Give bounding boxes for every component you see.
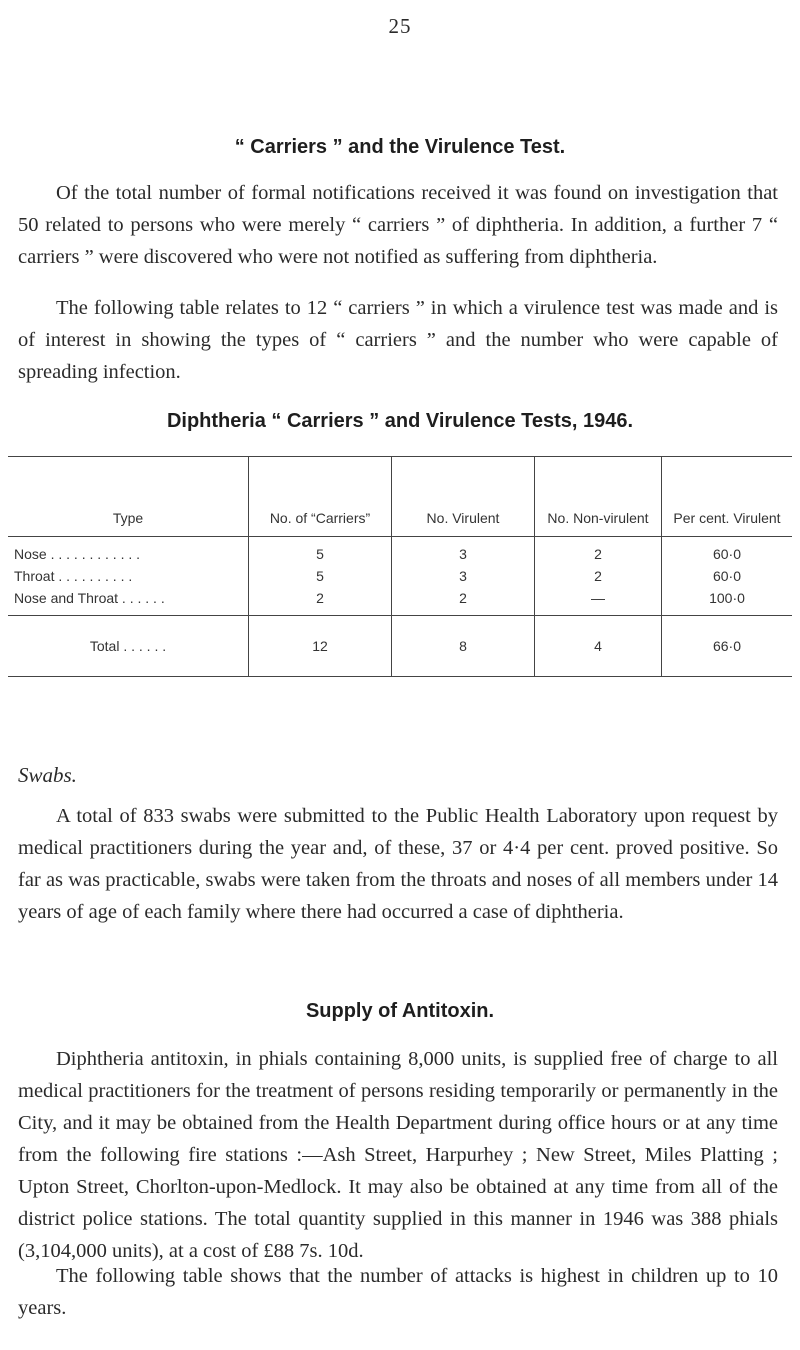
cell-non-virulent: 2 <box>535 537 662 566</box>
table-row <box>8 537 792 566</box>
cell-carriers: 5 <box>249 537 392 566</box>
col-header-percent-virulent: Per cent. Virulent <box>662 457 793 537</box>
cell-type: Nose and Throat . . . . . . <box>14 590 165 606</box>
col-header-carriers: No. of “Carriers” <box>249 457 392 537</box>
cell-percent: 60·0 <box>662 537 793 566</box>
cell-total-label: Total . . . . . . <box>8 616 249 677</box>
col-header-type: Type <box>8 457 249 537</box>
cell-percent: 60·0 <box>662 565 793 587</box>
table-header-row <box>8 457 792 537</box>
virulence-paragraph: The following table relates to 12 “ carriers ” in which a virulence test was made and is of interest in showing the types of “ carriers ” and the number who were capable of spreading infection. <box>18 297 778 383</box>
table-row <box>8 587 792 616</box>
closing-paragraph: The following table shows that the number of attacks is highest in children up to 10 years. <box>18 1265 778 1319</box>
col-header-virulent: No. Virulent <box>392 457 535 537</box>
carriers-table <box>8 456 792 677</box>
cell-total-virulent: 8 <box>392 616 535 677</box>
swabs-paragraph: A total of 833 swabs were submitted to the Public Health Laboratory upon request by medical practitioners during the year and, of these, 37 or 4·4 per cent. proved positive. So far as was practicable, swabs were taken from the throats and noses of all members under 14 years of age of each family where there had occurred a case of diphtheria. <box>18 805 778 923</box>
cell-virulent: 3 <box>392 537 535 566</box>
cell-percent: 100·0 <box>662 587 793 616</box>
col-header-non-virulent: No. Non-virulent <box>535 457 662 537</box>
supply-heading: Supply of Antitoxin. <box>305 1000 495 1022</box>
cell-total-carriers: 12 <box>249 616 392 677</box>
cell-virulent: 3 <box>392 565 535 587</box>
cell-total-non-virulent: 4 <box>535 616 662 677</box>
table-title: Diphtheria “ Carriers ” and Virulence Tests, 1946. <box>166 410 634 432</box>
cell-total-percent: 66·0 <box>662 616 793 677</box>
carriers-paragraph: Of the total number of formal notifications received it was found on investigation that 50 related to persons who were merely “ carriers ” of diphtheria. In addition, a further 7 “ carriers ” were discovered who were not notified as suffering from diphtheria. <box>18 182 778 268</box>
cell-type: Nose . . . . . . . . . . . . <box>14 546 141 562</box>
page-number: 25 <box>388 14 412 38</box>
cell-carriers: 2 <box>249 587 392 616</box>
cell-type: Throat . . . . . . . . . . <box>14 568 133 584</box>
carriers-heading: “ Carriers ” and the Virulence Test. <box>234 136 566 158</box>
cell-non-virulent: 2 <box>535 565 662 587</box>
cell-non-virulent: — <box>535 587 662 616</box>
cell-carriers: 5 <box>249 565 392 587</box>
table-row <box>8 565 792 587</box>
cell-virulent: 2 <box>392 587 535 616</box>
swabs-heading: Swabs. <box>18 763 77 787</box>
table-total-row <box>8 616 792 677</box>
supply-paragraph: Diphtheria antitoxin, in phials containing 8,000 units, is supplied free of charge to all medical practitioners for the treatment of persons residing temporarily or permanently in the City, and it may be obtained from the Health Department during office hours or at any time from the following fire stations :—Ash Street, Harpurhey ; New Street, Miles Platting ; Upton Street, Chorlton-upon-Medlock. It may also be obtained at any time from all of the district police stations. The total quantity supplied in this manner in 1946 was 388 phials (3,104,000 units), at a cost of £88 7s. 10d. <box>18 1048 778 1262</box>
